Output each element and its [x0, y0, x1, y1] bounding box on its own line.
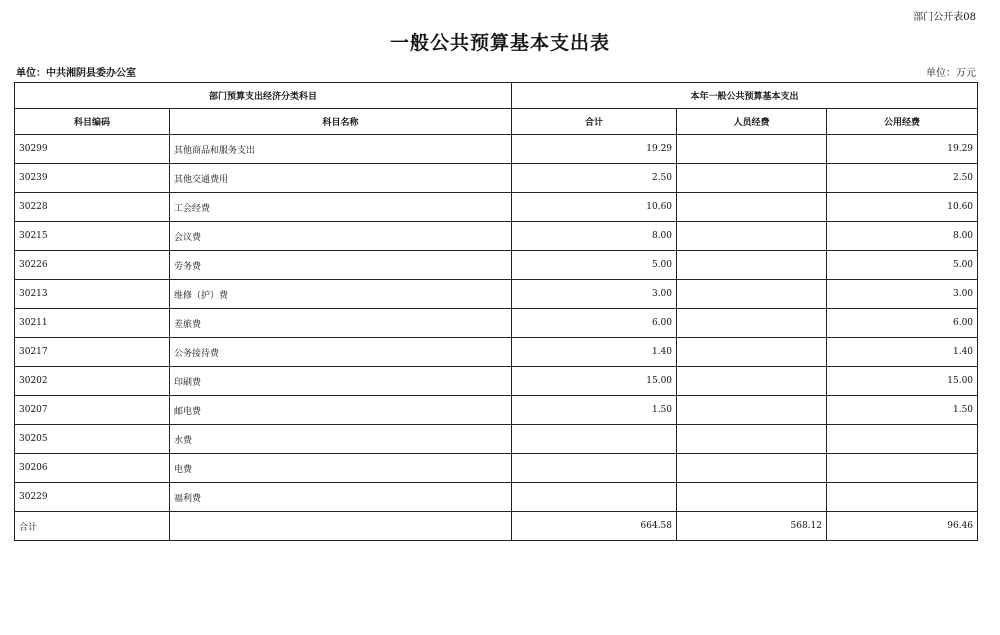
- row-code: 30211: [15, 309, 170, 338]
- row-personnel: [677, 309, 827, 338]
- row-code: 30213: [15, 280, 170, 309]
- row-total: 19.29: [512, 135, 677, 164]
- row-name: 差旅费: [170, 309, 512, 338]
- row-public: 5.00: [827, 251, 978, 280]
- total-sum: 664.58: [512, 512, 677, 541]
- row-code: 30299: [15, 135, 170, 164]
- group-header-expenditure: 本年一般公共预算基本支出: [512, 83, 978, 109]
- row-personnel: [677, 193, 827, 222]
- row-code: 30202: [15, 367, 170, 396]
- table-row: [15, 135, 978, 164]
- row-code: 30239: [15, 164, 170, 193]
- row-total: 8.00: [512, 222, 677, 251]
- row-public: 10.60: [827, 193, 978, 222]
- row-name: 会议费: [170, 222, 512, 251]
- column-header-code: 科目编码: [15, 109, 170, 135]
- table-row: [15, 164, 978, 193]
- row-total: 2.50: [512, 164, 677, 193]
- row-personnel: [677, 396, 827, 425]
- table-row: [15, 483, 978, 512]
- total-public: 96.46: [827, 512, 978, 541]
- table-row: [15, 338, 978, 367]
- row-code: 30228: [15, 193, 170, 222]
- row-code: 30205: [15, 425, 170, 454]
- group-header-row: [15, 83, 978, 109]
- row-personnel: [677, 367, 827, 396]
- row-code: 30226: [15, 251, 170, 280]
- row-name: 公务接待费: [170, 338, 512, 367]
- row-total: [512, 454, 677, 483]
- row-personnel: [677, 164, 827, 193]
- total-name: [170, 512, 512, 541]
- page-title: 一般公共预算基本支出表: [389, 32, 610, 54]
- row-total: 5.00: [512, 251, 677, 280]
- row-public: [827, 454, 978, 483]
- table-row: [15, 193, 978, 222]
- row-personnel: [677, 222, 827, 251]
- total-personnel: 568.12: [677, 512, 827, 541]
- row-personnel: [677, 251, 827, 280]
- table-row: [15, 222, 978, 251]
- column-header-personnel: 人员经费: [677, 109, 827, 135]
- row-public: 3.00: [827, 280, 978, 309]
- row-name: 水费: [170, 425, 512, 454]
- row-public: [827, 483, 978, 512]
- total-row: [15, 512, 978, 541]
- column-header-row: [15, 109, 978, 135]
- row-public: 19.29: [827, 135, 978, 164]
- row-public: 15.00: [827, 367, 978, 396]
- form-code-label: 部门公开表08: [913, 12, 976, 23]
- row-code: 30215: [15, 222, 170, 251]
- row-total: 15.00: [512, 367, 677, 396]
- row-total: 10.60: [512, 193, 677, 222]
- table-row: [15, 309, 978, 338]
- row-name: 其他商品和服务支出: [170, 135, 512, 164]
- row-personnel: [677, 425, 827, 454]
- column-header-total: 合计: [512, 109, 677, 135]
- row-name: 邮电费: [170, 396, 512, 425]
- row-public: 2.50: [827, 164, 978, 193]
- row-total: [512, 483, 677, 512]
- row-code: 30229: [15, 483, 170, 512]
- row-total: 1.40: [512, 338, 677, 367]
- table-row: [15, 280, 978, 309]
- column-header-name: 科目名称: [170, 109, 512, 135]
- row-public: 8.00: [827, 222, 978, 251]
- row-code: 30217: [15, 338, 170, 367]
- row-name: 工会经费: [170, 193, 512, 222]
- row-code: 30207: [15, 396, 170, 425]
- row-name: 劳务费: [170, 251, 512, 280]
- table-row: [15, 251, 978, 280]
- row-personnel: [677, 483, 827, 512]
- row-total: 3.00: [512, 280, 677, 309]
- total-label: 合计: [15, 512, 170, 541]
- row-name: 电费: [170, 454, 512, 483]
- row-public: 1.40: [827, 338, 978, 367]
- row-name: 其他交通费用: [170, 164, 512, 193]
- row-name: 印刷费: [170, 367, 512, 396]
- row-name: 维修（护）费: [170, 280, 512, 309]
- row-total: 1.50: [512, 396, 677, 425]
- table-row: [15, 367, 978, 396]
- row-personnel: [677, 454, 827, 483]
- row-public: 6.00: [827, 309, 978, 338]
- table-row: [15, 454, 978, 483]
- row-public: 1.50: [827, 396, 978, 425]
- row-personnel: [677, 338, 827, 367]
- budget-table: [14, 82, 978, 541]
- row-total: 6.00: [512, 309, 677, 338]
- row-total: [512, 425, 677, 454]
- column-header-public: 公用经费: [827, 109, 978, 135]
- row-public: [827, 425, 978, 454]
- currency-unit-label: 单位：万元: [926, 68, 976, 79]
- row-personnel: [677, 280, 827, 309]
- row-code: 30206: [15, 454, 170, 483]
- table-row: [15, 396, 978, 425]
- row-personnel: [677, 135, 827, 164]
- department-unit-label: 单位：中共湘阴县委办公室: [16, 68, 136, 79]
- row-name: 福利费: [170, 483, 512, 512]
- group-header-classification: 部门预算支出经济分类科目: [15, 83, 512, 109]
- table-row: [15, 425, 978, 454]
